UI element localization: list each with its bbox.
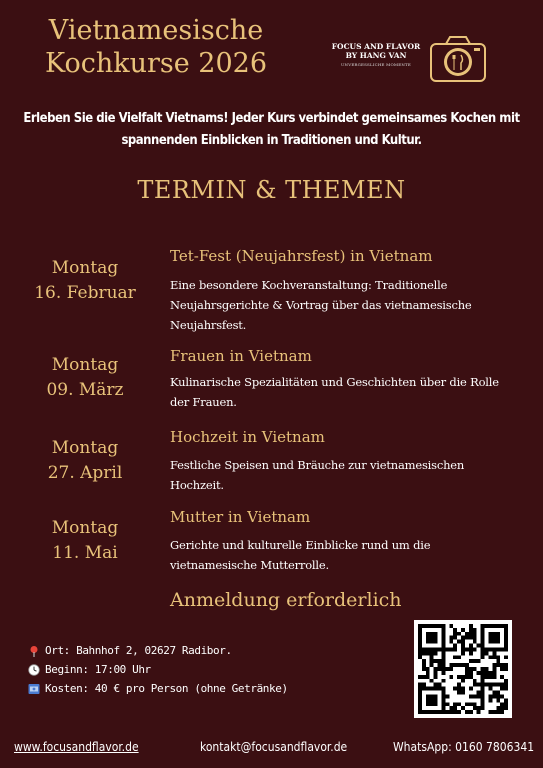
pin-icon: [28, 645, 40, 657]
info-cost: [28, 679, 288, 698]
title-line-1: Vietnamesische: [48, 15, 264, 46]
event-day: Montag: [51, 355, 119, 375]
section-heading: TERMIN & THEMEN: [137, 176, 406, 204]
logo-line-2: BY HANG VAN: [345, 51, 407, 60]
info-location-text: Ort: Bahnhof 2, 02627 Radibor.: [45, 644, 232, 657]
event-date-value: 09. März: [46, 380, 124, 400]
clock-icon: [28, 664, 40, 676]
signup-note: Anmeldung erforderlich: [170, 589, 402, 611]
event-date-value: 16. Februar: [34, 283, 136, 303]
event-description: Kulinarische Spezialitäten und Geschichten über die Rolle der Frauen.: [170, 375, 499, 409]
whatsapp-contact[interactable]: WhatsApp: 0160 7806341: [393, 740, 535, 754]
logo-text: [322, 42, 430, 69]
event-date: [20, 436, 150, 486]
event-description: Gerichte und kulturelle Einblicke rund um die vietnamesische Mutterrolle.: [170, 538, 431, 572]
logo-line-1: FOCUS AND FLAVOR: [331, 42, 421, 51]
event-title: Hochzeit in Vietnam: [170, 428, 325, 446]
event-date-value: 27. April: [47, 463, 123, 483]
logo-line-3: UNVERGESSLICHE MOMENTE: [340, 62, 412, 67]
qr-code[interactable]: [414, 620, 512, 718]
event-description: Eine besondere Kochveranstaltung: Traditionelle Neujahrsgerichte & Vortrag über das vietnamesische Neujahrsfest.: [170, 278, 472, 332]
event-date: [20, 353, 150, 403]
event-description: Festliche Speisen und Bräuche zur vietnamesischen Hochzeit.: [170, 458, 465, 492]
info-start-text: Beginn: 17:00 Uhr: [45, 663, 151, 676]
event-title: Mutter in Vietnam: [170, 508, 311, 526]
email-link[interactable]: kontakt@focusandflavor.de: [200, 740, 348, 754]
money-icon: [28, 683, 40, 695]
event-date-value: 11. Mai: [52, 543, 118, 563]
event-day: Montag: [51, 438, 119, 458]
info-block: [28, 641, 288, 698]
intro-text: Erleben Sie die Vielfalt Vietnams! Jeder Kurs verbindet gemeinsames Kochen mit spannenden Einblicken in Traditionen und Kultur.: [23, 111, 520, 148]
event-date: [20, 516, 150, 566]
event-date: [20, 256, 150, 306]
title-line-2: Kochkurse 2026: [45, 48, 267, 79]
event-title: Frauen in Vietnam: [170, 347, 312, 365]
info-cost-text: Kosten: 40 € pro Person (ohne Getränke): [45, 682, 288, 695]
event-title: Tet-Fest (Neujahrsfest) in Vietnam: [170, 247, 433, 265]
info-location: [28, 641, 288, 660]
website-link[interactable]: www.focusandflavor.de: [14, 740, 139, 754]
camera-logo-icon: [428, 34, 488, 84]
event-day: Montag: [51, 258, 119, 278]
info-start: [28, 660, 288, 679]
page-title: [26, 14, 286, 80]
brand-logo: [322, 34, 492, 86]
event-day: Montag: [51, 518, 119, 538]
